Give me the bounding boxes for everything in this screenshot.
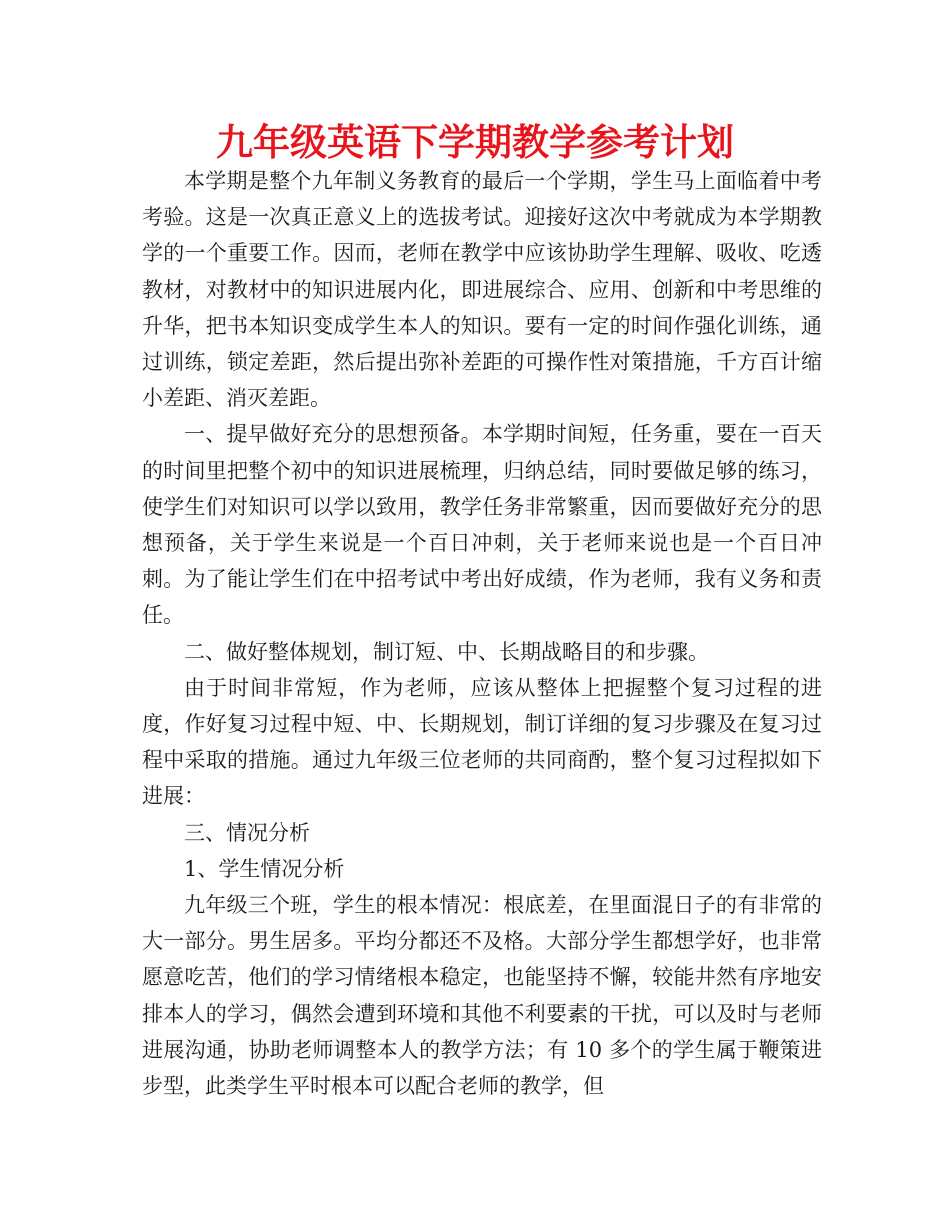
paragraph-section-2-body: 由于时间非常短，作为老师，应该从整体上把握整个复习过程的进度，作好复习过程中短、中、长期规划，制订详细的复习步骤及在复习过程中采取的措施。通过九年级三位老师的共同商酌，整个复习过程拟如下进展： xyxy=(142,675,822,809)
document-body xyxy=(142,163,822,1104)
paragraph-student-analysis: 九年级三个班，学生的根本情况：根底差，在里面混日子的有非常的大一部分。男生居多。平均分都还不及格。大部分学生都想学好，也非常愿意吃苦，他们的学习情绪根本稳定，也能坚持不懈，较能井然有序地安排本人的学习，偶然会遭到环境和其他不利要素的干扰，可以及时与老师进展沟通，协助老师调整本人的教学方法；有 10 多个的学生属于鞭策进步型，此类学生平时根本可以配合老师的教学，但 xyxy=(142,893,822,1099)
paragraph-section-1: 一、提早做好充分的思想预备。本学期时间短，任务重，要在一百天的时间里把整个初中的知识进展梳理，归纳总结，同时要做足够的练习，使学生们对知识可以学以致用，教学任务非常繁重，因而要做好充分的思想预备，关于学生来说是一个百日冲刺，关于老师来说也是一个百日冲刺。为了能让学生们在中招考试中考出好成绩，作为老师，我有义务和责任。 xyxy=(142,422,822,628)
paragraph-section-3-heading: 三、情况分析 xyxy=(184,820,310,845)
paragraph-subsection-1-heading: 1、学生情况分析 xyxy=(184,856,345,881)
paragraph-section-2-heading: 二、做好整体规划，制订短、中、长期战略目的和步骤。 xyxy=(184,639,709,664)
document-title: 九年级英语下学期教学参考计划 xyxy=(216,121,734,164)
paragraph-intro: 本学期是整个九年制义务教育的最后一个学期，学生马上面临着中考考验。这是一次真正意义上的选拔考试。迎接好这次中考就成为本学期教学的一个重要工作。因而，老师在教学中应该协助学生理解、吸收、吃透教材，对教材中的知识进展内化，即进展综合、应用、创新和中考思维的升华，把书本知识变成学生本人的知识。要有一定的时间作强化训练，通过训练，锁定差距，然后提出弥补差距的可操作性对策措施，千方百计缩小差距、消灭差距。 xyxy=(142,169,822,411)
